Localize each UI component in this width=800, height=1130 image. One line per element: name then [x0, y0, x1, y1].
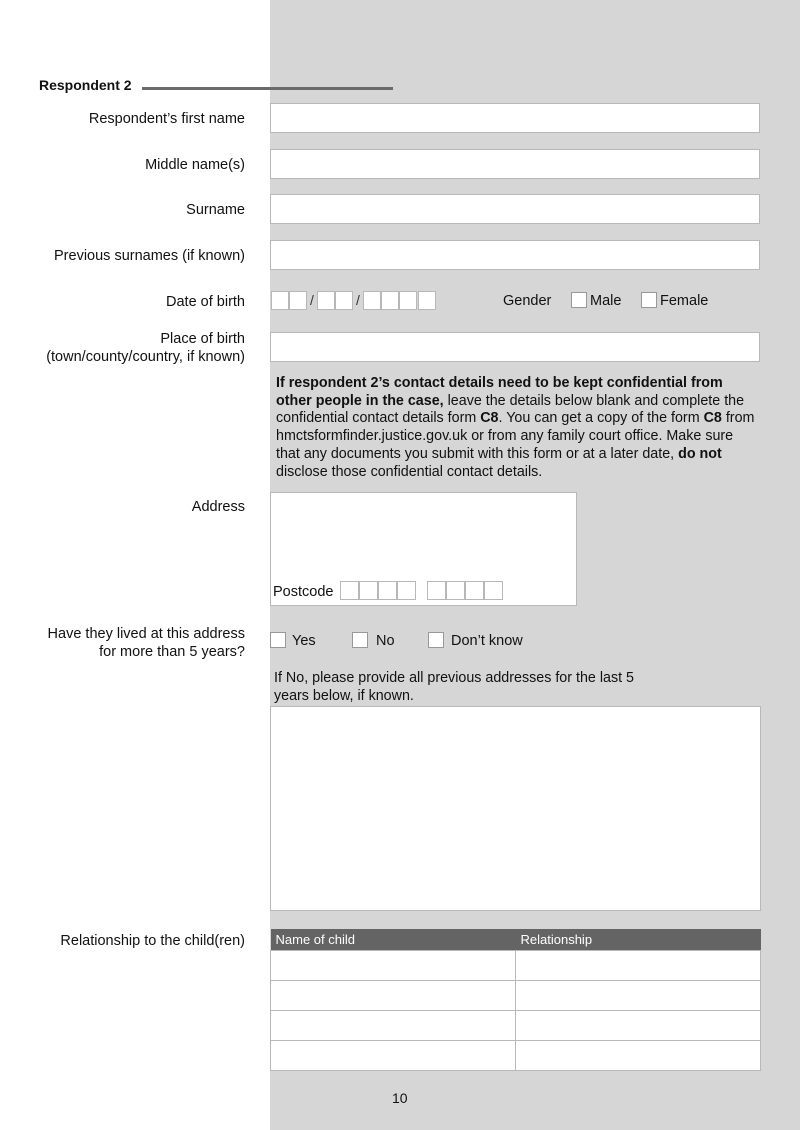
lived-dont-know-label: Don’t know [451, 633, 523, 649]
confidential-info-text [276, 375, 756, 481]
postcode-label: Postcode [273, 584, 334, 600]
gender-female-label: Female [660, 293, 709, 309]
section-title: Respondent 2 [39, 77, 132, 93]
middle-names-label: Middle name(s) [145, 157, 245, 173]
dob-year-digit-4[interactable] [418, 291, 436, 310]
postcode-char-2[interactable] [359, 581, 378, 600]
relationship-label: Relationship to the child(ren) [60, 933, 245, 949]
page-number: 10 [392, 1090, 408, 1106]
child-name-cell[interactable] [271, 981, 516, 1011]
table-header-row [271, 929, 761, 951]
child-name-cell[interactable] [271, 951, 516, 981]
child-name-cell[interactable] [271, 1041, 516, 1071]
confidential-text: leave the details below blank and complete the confidential contact details form [276, 392, 745, 427]
surname-label: Surname [186, 202, 245, 218]
previous-addresses-field[interactable] [270, 706, 761, 911]
column-header-name-of-child: Name of child [271, 929, 516, 951]
dob-year-digit-3[interactable] [399, 291, 417, 310]
previous-addresses-note: If No, please provide all previous addresses for the last 5 years below, if known. [274, 670, 634, 704]
confidential-text: from hmctsformfinder.justice.gov.uk or from any family court office. Make sure that any documents you submit with this form or at a later date, [276, 410, 755, 462]
gender-male-label: Male [590, 293, 622, 309]
table-row [271, 981, 761, 1011]
relationship-cell[interactable] [516, 1011, 761, 1041]
table-row [271, 951, 761, 981]
do-not-emphasis: do not [678, 445, 722, 462]
postcode-char-6[interactable] [446, 581, 465, 600]
dob-month-digit-1[interactable] [317, 291, 335, 310]
previous-surnames-field[interactable] [270, 240, 760, 270]
form-c8-ref: C8 [480, 410, 499, 427]
lived-yes-label: Yes [292, 633, 316, 649]
dob-year-digit-2[interactable] [381, 291, 399, 310]
place-of-birth-label-line1: Place of birth [160, 331, 245, 347]
dob-separator: / [356, 292, 360, 308]
first-name-label: Respondent’s first name [88, 111, 245, 127]
place-of-birth-field[interactable] [270, 332, 760, 362]
previous-surnames-label: Previous surnames (if known) [54, 248, 245, 264]
address-label: Address [191, 499, 245, 515]
confidential-heading: If respondent 2’s contact details need to be kept confidential from other people in the case, [276, 375, 723, 409]
relationship-table [270, 929, 761, 1071]
column-header-relationship: Relationship [516, 929, 761, 951]
dob-month-digit-2[interactable] [335, 291, 353, 310]
dob-label: Date of birth [166, 294, 245, 310]
postcode-char-3[interactable] [378, 581, 397, 600]
lived-5yrs-label-line1: Have they lived at this address [47, 626, 245, 642]
relationship-cell[interactable] [516, 981, 761, 1011]
place-of-birth-label-line2: (town/county/country, if known) [46, 349, 245, 365]
lived-no-label: No [376, 633, 395, 649]
gender-female-checkbox[interactable] [641, 292, 657, 308]
gender-male-checkbox[interactable] [571, 292, 587, 308]
postcode-char-5[interactable] [427, 581, 446, 600]
table-row [271, 1011, 761, 1041]
section-divider [142, 87, 393, 90]
dob-year-digit-1[interactable] [363, 291, 381, 310]
place-of-birth-label [46, 330, 245, 366]
confidential-text: disclose those confidential contact details. [276, 463, 543, 480]
postcode-char-8[interactable] [484, 581, 503, 600]
first-name-field[interactable] [270, 103, 760, 133]
lived-dont-know-checkbox[interactable] [428, 632, 444, 648]
dob-separator: / [310, 292, 314, 308]
gender-label: Gender [503, 293, 552, 309]
form-c8-ref: C8 [703, 410, 722, 427]
dob-day-digit-2[interactable] [289, 291, 307, 310]
confidential-text: . You can get a copy of the form [498, 410, 704, 427]
dob-day-digit-1[interactable] [271, 291, 289, 310]
lived-5yrs-label [48, 625, 245, 661]
lived-yes-checkbox[interactable] [270, 632, 286, 648]
relationship-cell[interactable] [516, 951, 761, 981]
lived-5yrs-label-line2: for more than 5 years? [99, 644, 245, 660]
postcode-char-4[interactable] [397, 581, 416, 600]
middle-names-field[interactable] [270, 149, 760, 179]
child-name-cell[interactable] [271, 1011, 516, 1041]
postcode-char-1[interactable] [340, 581, 359, 600]
surname-field[interactable] [270, 194, 760, 224]
postcode-char-7[interactable] [465, 581, 484, 600]
lived-no-checkbox[interactable] [352, 632, 368, 648]
table-row [271, 1041, 761, 1071]
relationship-cell[interactable] [516, 1041, 761, 1071]
